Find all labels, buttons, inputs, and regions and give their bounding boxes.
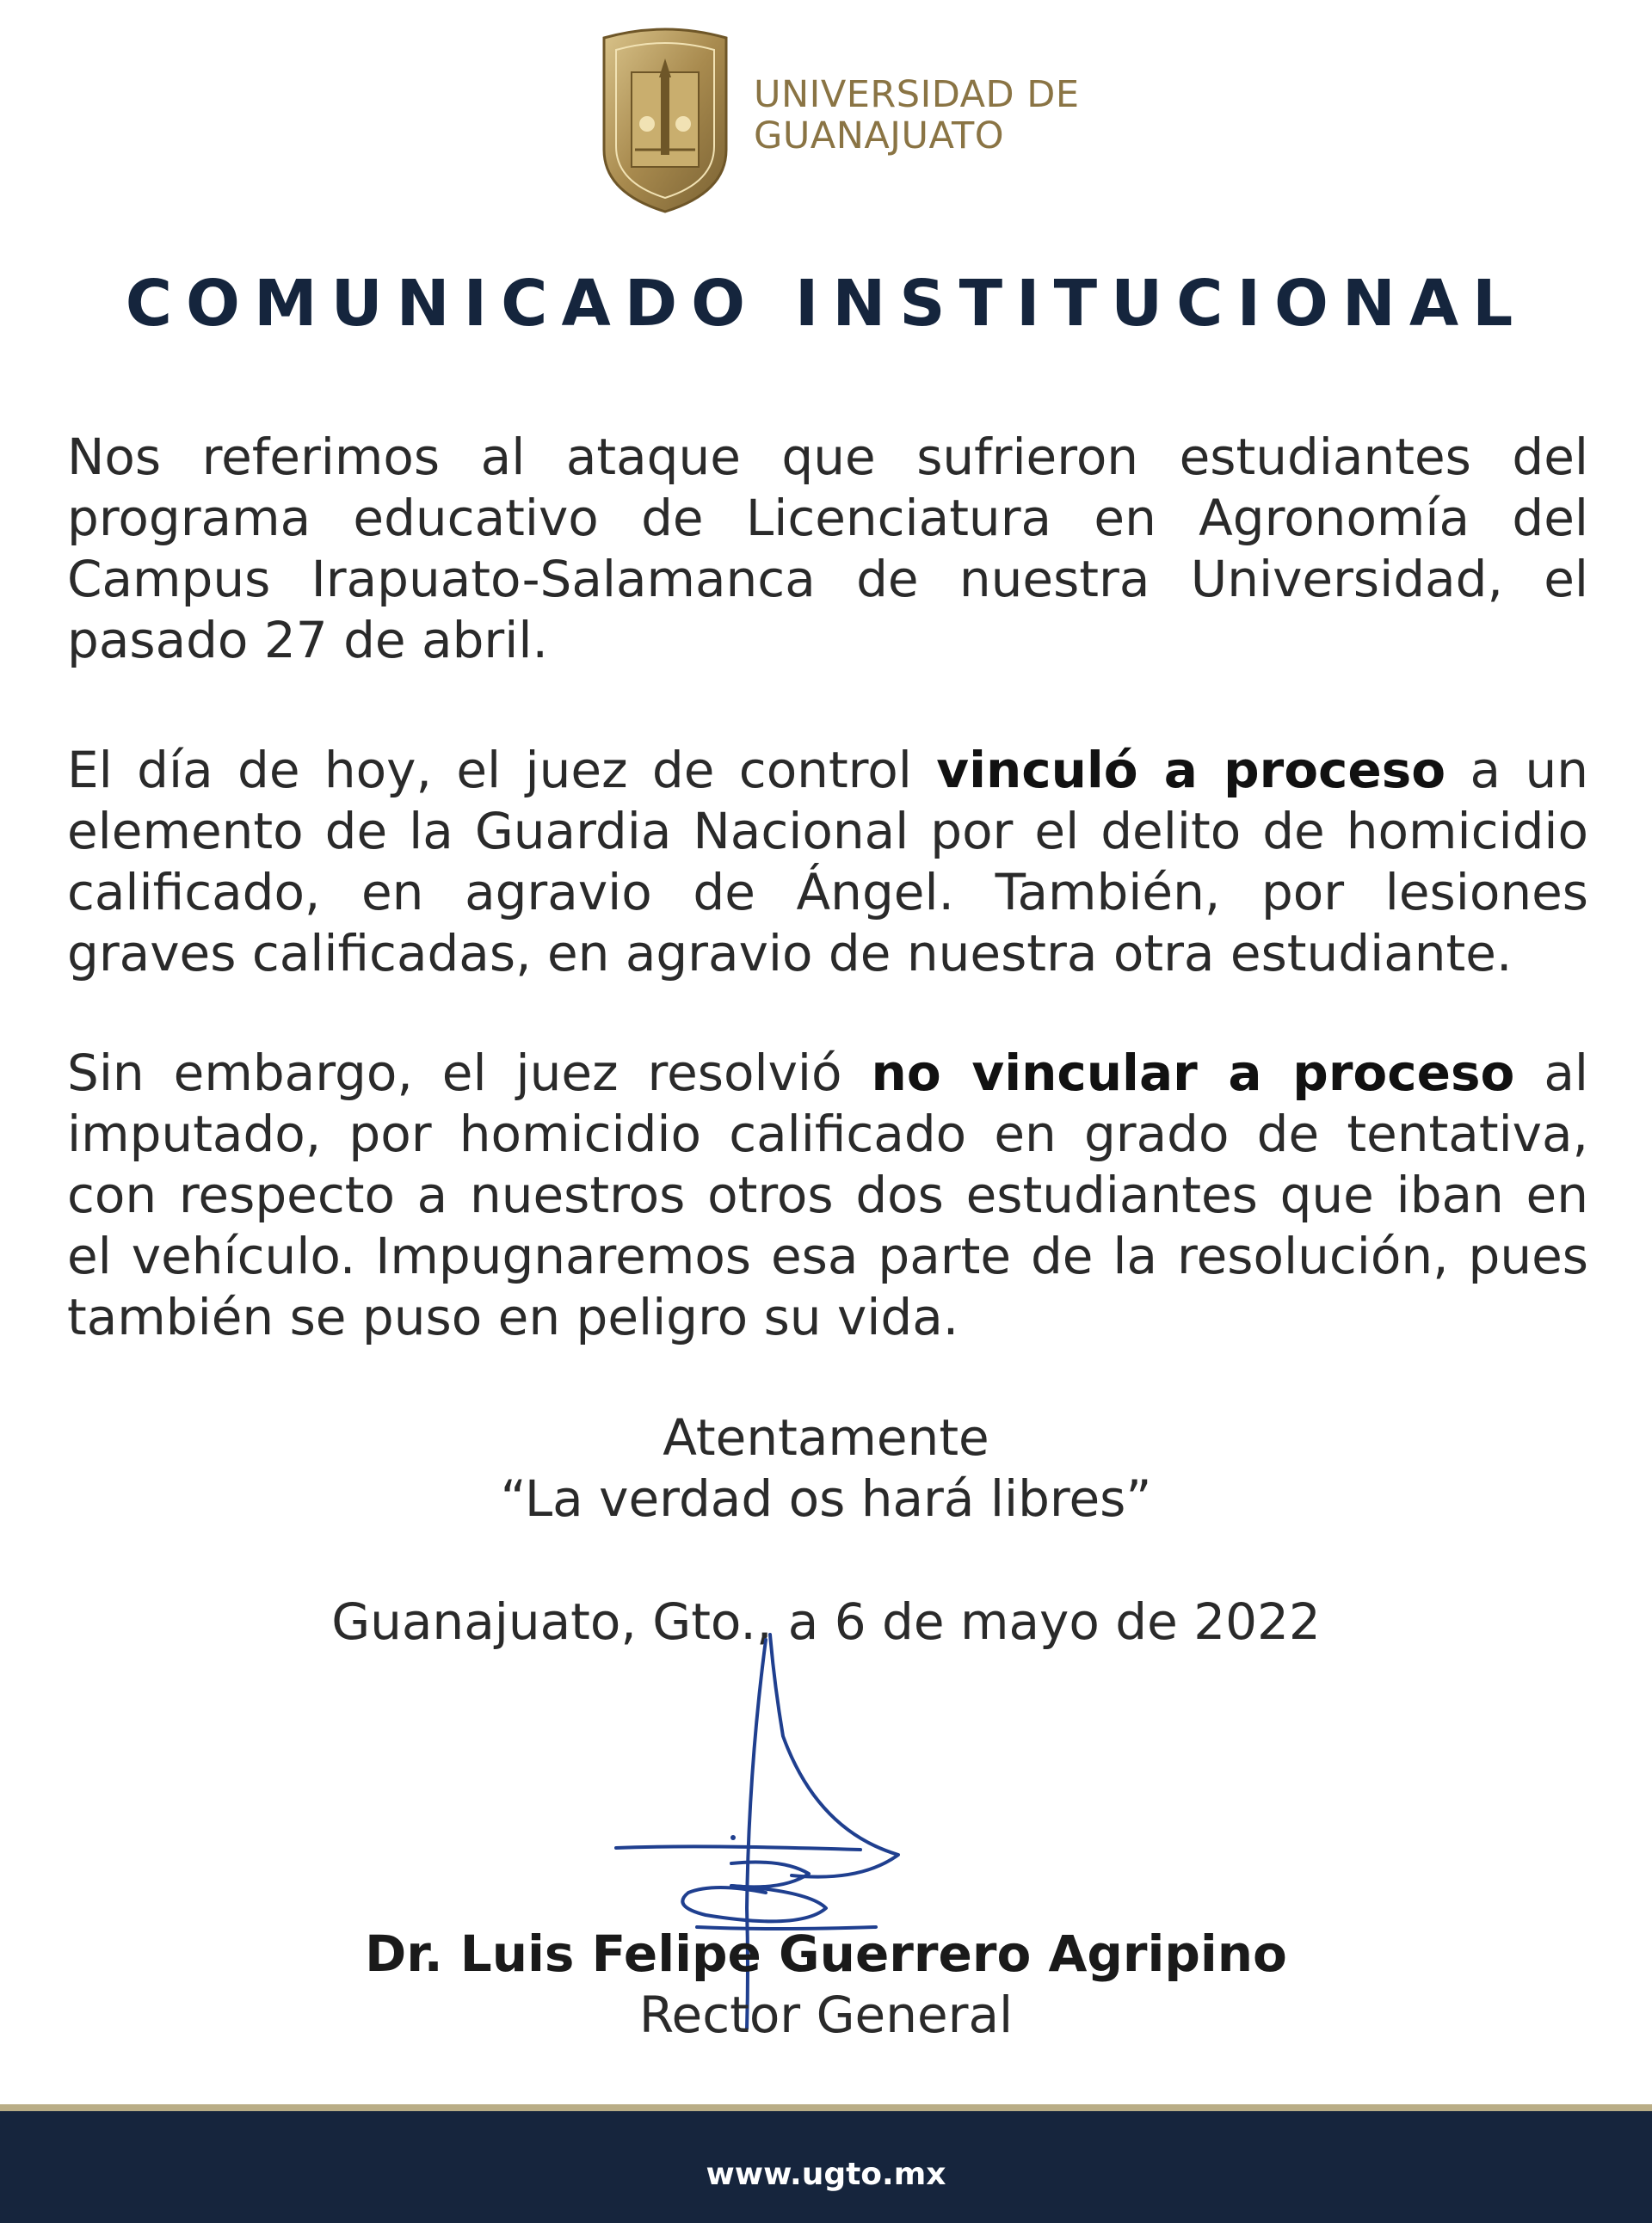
university-name-line2: GUANAJUATO: [754, 114, 1005, 157]
footer-accent-line: [0, 2104, 1652, 2111]
paragraph-appeal: [67, 1043, 1588, 1348]
paragraph-appeal-start: Sin embargo, el juez resolvió: [67, 1044, 872, 1102]
university-name: [754, 74, 1080, 157]
paragraph-ruling-start: El día de hoy, el juez de control: [67, 741, 937, 799]
place-and-date: Guanajuato, Gto., a 6 de mayo de 2022: [331, 1592, 1321, 1651]
paragraph-attack: Nos referimos al ataque que sufrieron estudiantes del programa educativo de Licenciatura en Agronomía del Campus Irapuato-Salamanca de nuestra Universidad, el pasado 27 de abril.: [67, 428, 1588, 669]
closing-salutation: Atentamente: [663, 1408, 989, 1467]
signer-name: Dr. Luis Felipe Guerrero Agripino: [365, 1924, 1287, 1983]
signer-title: Rector General: [638, 1986, 1014, 2044]
document-title: COMUNICADO INSTITUCIONAL: [125, 267, 1527, 341]
paragraph-ruling: [67, 740, 1588, 984]
university-name-line1: UNIVERSIDAD DE: [754, 73, 1080, 116]
paragraph-ruling-end: a un elemento de la Guardia Nacional por el delito de homicidio calificado, en agravio de Ángel. También, por lesiones graves calificadas, en agravio de nuestra otra estudiante.: [67, 741, 1589, 982]
footer-website-link[interactable]: www.ugto.mx: [706, 2157, 946, 2192]
paragraph-appeal-end: al imputado, por homicidio calificado en grado de tentativa, con respecto a nuestros otros dos estudiantes que iban en el vehículo. Impugnaremos esa parte de la resolución, pues también se puso en peligro su vida.: [67, 1044, 1589, 1346]
university-motto: “La verdad os hará libres”: [500, 1469, 1152, 1528]
university-seal-logo: [587, 21, 743, 215]
paragraph-ruling-bold: vinculó a proceso: [936, 741, 1446, 799]
paragraph-appeal-bold: no vincular a proceso: [871, 1044, 1515, 1102]
